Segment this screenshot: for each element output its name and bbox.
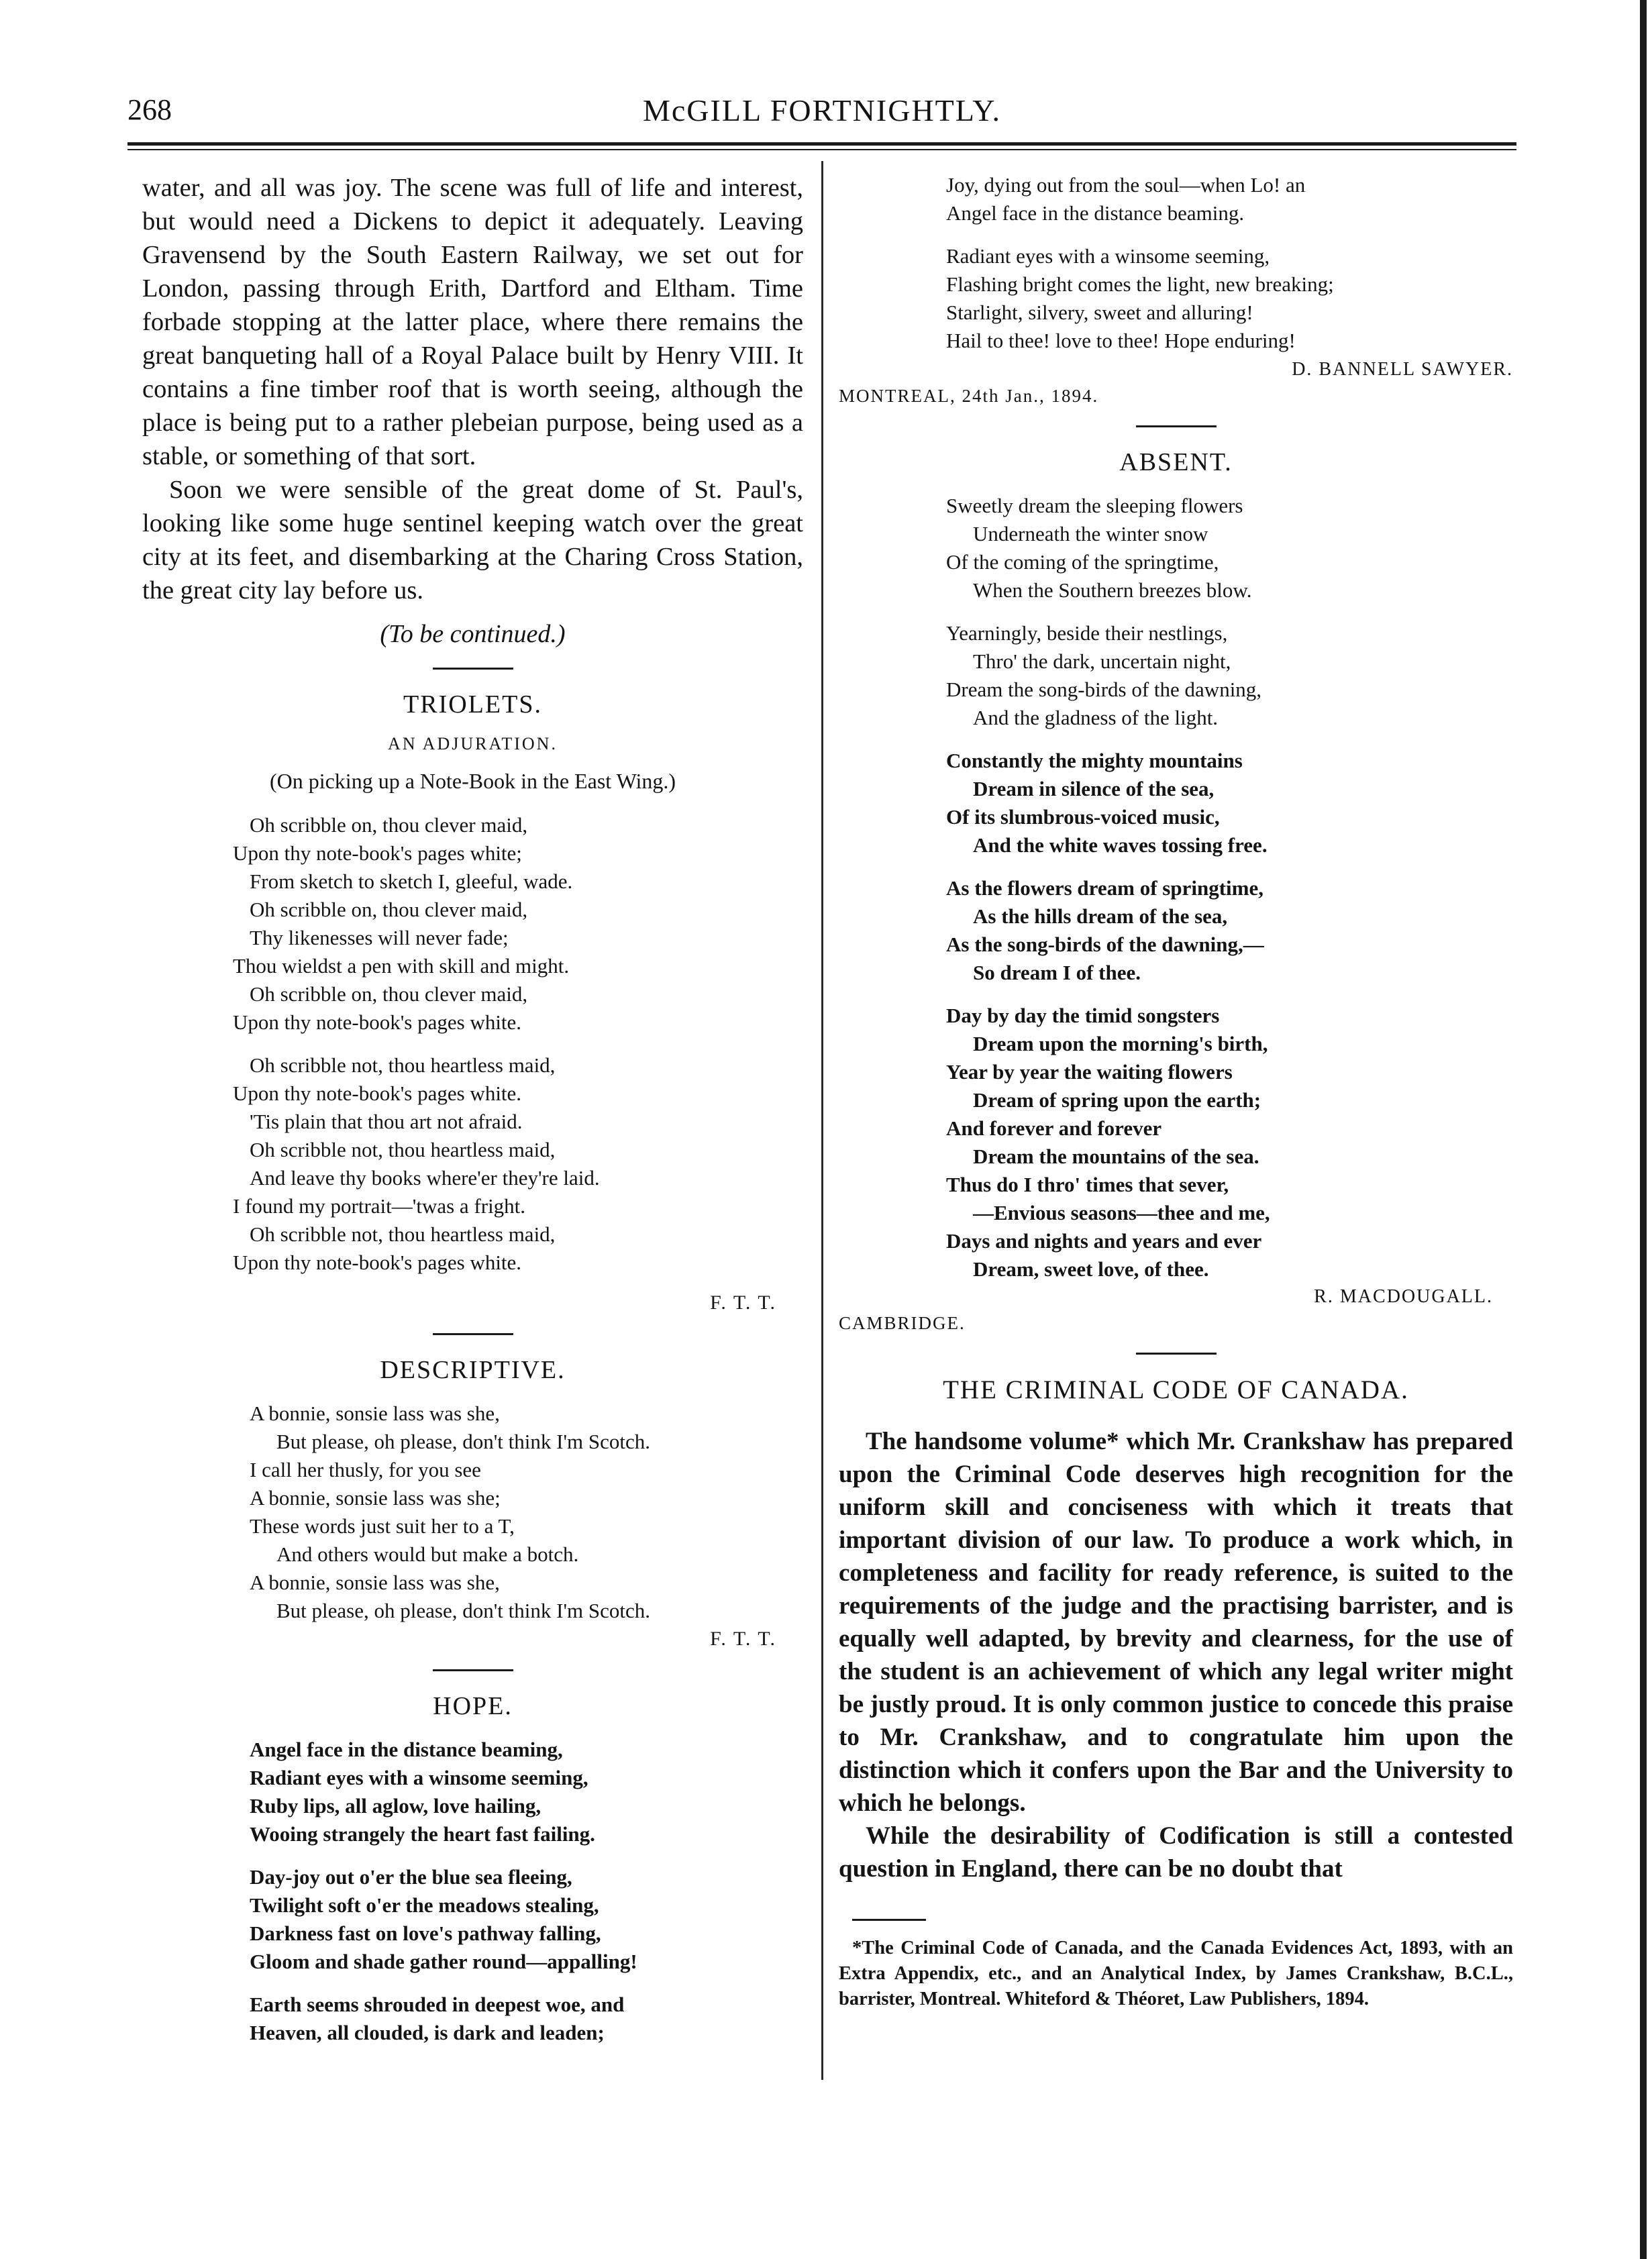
section-rule xyxy=(1136,1353,1217,1355)
poem-line: Upon thy note-book's pages white; xyxy=(233,841,522,865)
absent-signature: R. MACDOUGALL. xyxy=(1314,1286,1493,1307)
poem-line: Radiant eyes with a winsome seeming, xyxy=(946,244,1270,268)
triolets-signature: F. T. T. xyxy=(710,1292,776,1314)
poem-line: And forever and forever xyxy=(946,1116,1162,1140)
poem-line: A bonnie, sonsie lass was she, xyxy=(250,1571,500,1594)
poem-line: Joy, dying out from the soul—when Lo! an xyxy=(946,173,1306,197)
poem-line: Days and nights and years and ever xyxy=(946,1229,1262,1253)
section-rule xyxy=(1136,425,1217,427)
poem-line: Thro' the dark, uncertain night, xyxy=(973,649,1231,673)
hope-place-date: MONTREAL, 24th Jan., 1894. xyxy=(839,386,1099,406)
criminal-code-title: THE CRIMINAL CODE OF CANADA. xyxy=(943,1375,1409,1404)
section-rule xyxy=(433,1333,513,1335)
poem-line: So dream I of thee. xyxy=(973,961,1141,984)
descriptive-title: DESCRIPTIVE. xyxy=(380,1356,566,1384)
poem-line: Day-joy out o'er the blue sea fleeing, xyxy=(250,1865,572,1889)
poem-line: I found my portrait—'twas a fright. xyxy=(233,1194,526,1218)
poem-line: But please, oh please, don't think I'm Scotch. xyxy=(276,1599,651,1622)
poem-line: Sweetly dream the sleeping flowers xyxy=(946,494,1243,517)
poem-line: Starlight, silvery, sweet and alluring! xyxy=(946,301,1253,324)
poem-line: Oh scribble not, thou heartless maid, xyxy=(250,1222,556,1246)
poem-line: Year by year the waiting flowers xyxy=(946,1060,1233,1084)
poem-line: But please, oh please, don't think I'm Scotch. xyxy=(276,1430,651,1453)
criminal-code-article xyxy=(839,1425,1513,1885)
hope-stanza-2 xyxy=(142,1863,803,1976)
poem-line: Yearningly, beside their nestlings, xyxy=(946,621,1228,645)
triolets-stanza-2 xyxy=(142,1051,803,1277)
poem-line: Dream the song-birds of the dawning, xyxy=(946,678,1262,701)
poem-line: And others would but make a botch. xyxy=(276,1542,579,1566)
absent-stanza-3 xyxy=(839,747,1513,859)
poem-line: Of the coming of the springtime, xyxy=(946,550,1219,574)
article-paragraph: While the desirability of Codification is still a contested question in England, there can be no doubt that xyxy=(839,1822,1513,1883)
poem-line: Upon thy note-book's pages white. xyxy=(233,1082,522,1105)
poem-line: Day by day the timid songsters xyxy=(946,1004,1220,1027)
poem-line: Angel face in the distance beaming, xyxy=(250,1738,563,1761)
poem-line: A bonnie, sonsie lass was she; xyxy=(250,1486,501,1510)
descriptive-signature: F. T. T. xyxy=(710,1628,776,1650)
poem-line: Upon thy note-book's pages white. xyxy=(233,1251,522,1274)
header-rule xyxy=(127,142,1516,146)
absent-stanza-2 xyxy=(839,619,1513,732)
section-rule xyxy=(433,1669,513,1671)
poem-line: I call her thusly, for you see xyxy=(250,1458,481,1481)
absent-title: ABSENT. xyxy=(1119,448,1233,476)
poem-line: Of its slumbrous-voiced music, xyxy=(946,805,1220,829)
poem-line: Oh scribble not, thou heartless maid, xyxy=(250,1053,556,1077)
article-paragraph: water, and all was joy. The scene was full of life and interest, but would need a Dickens to depict it adequately. Leaving Gravensend by the South Eastern Railway, we set out for London, passing through Erith, Dartford and Eltham. Time forbade stopping at the latter place, where there remains the great banqueting hall of a Royal Palace built by Henry VIII. It contains a fine timber roof that is worth seeing, although the place is being put to a rather plebeian purpose, being used as a stable, or something of that sort. xyxy=(142,174,803,470)
poem-line: When the Southern breezes blow. xyxy=(973,578,1252,602)
hope-stanza-1 xyxy=(142,1736,803,1848)
poem-line: Radiant eyes with a winsome seeming, xyxy=(250,1766,588,1789)
triolets-stanza-1 xyxy=(142,811,803,1037)
poem-line: Dream the mountains of the sea. xyxy=(973,1145,1259,1168)
poem-line: As the flowers dream of springtime, xyxy=(946,876,1263,900)
travel-article-end xyxy=(142,171,803,607)
poem-line: Upon thy note-book's pages white. xyxy=(233,1010,522,1034)
page-number: 268 xyxy=(127,93,172,126)
poem-line: 'Tis plain that thou art not afraid. xyxy=(250,1110,523,1133)
absent-stanza-4 xyxy=(839,874,1513,987)
poem-line: These words just suit her to a T, xyxy=(250,1514,515,1538)
poem-line: Angel face in the distance beaming. xyxy=(946,201,1245,225)
poem-line: Dream upon the morning's birth, xyxy=(973,1032,1268,1055)
poem-line: Oh scribble not, thou heartless maid, xyxy=(250,1138,556,1161)
poem-line: Thy likenesses will never fade; xyxy=(250,926,509,949)
poem-line: Ruby lips, all aglow, love hailing, xyxy=(250,1794,541,1818)
poem-line: Oh scribble on, thou clever maid, xyxy=(250,813,528,837)
hope-continued-stanza-1 xyxy=(839,171,1513,227)
triolets-subtitle: AN ADJURATION. xyxy=(388,734,558,753)
article-paragraph: Soon we were sensible of the great dome of St. Paul's, looking like some huge sentinel keeping watch over the great city at its feet, and disembarking at the Charing Cross Station, the great city lay before us. xyxy=(142,476,803,605)
right-column xyxy=(839,171,1513,2012)
poem-line: Twilight soft o'er the meadows stealing, xyxy=(250,1893,599,1917)
article-paragraph: The handsome volume* which Mr. Crankshaw has prepared upon the Criminal Code deserves high recognition for the uniform skill and conciseness with which it treats that important division of our law. To produce a work which, in completeness and facility for ready reference, is suited to the requirements of the judge and the practising barrister, and is equally well adapted, by brevity and clearness, for the use of the student is an achievement of which any legal writer might be justly proud. It is only common justice to concede this praise to Mr. Crankshaw, and to congratulate him upon the distinction which it confers upon the Bar and the University to which he belongs. xyxy=(839,1428,1513,1817)
hope-signature: D. BANNELL SAWYER. xyxy=(1292,359,1513,380)
poem-line: From sketch to sketch I, gleeful, wade. xyxy=(250,870,573,893)
triolets-title: TRIOLETS. xyxy=(403,690,542,719)
descriptive-poem xyxy=(142,1400,803,1625)
to-be-continued: (To be continued.) xyxy=(380,620,566,648)
header-rule-thin xyxy=(127,149,1516,150)
running-title: McGILL FORTNIGHTLY. xyxy=(642,93,1002,127)
hope-title: HOPE. xyxy=(433,1692,513,1720)
left-column xyxy=(142,171,803,2062)
poem-line: Oh scribble on, thou clever maid, xyxy=(250,898,528,921)
poem-line: Heaven, all clouded, is dark and leaden; xyxy=(250,2021,605,2044)
poem-line: Earth seems shrouded in deepest woe, and xyxy=(250,1993,625,2016)
poem-line: Wooing strangely the heart fast failing. xyxy=(250,1822,595,1846)
criminal-code-footnote: *The Criminal Code of Canada, and the Canada Evidences Act, 1893, with an Extra Appendix, etc., and an Analytical Index, by James Crankshaw, B.C.L., barrister, Montreal. Whiteford & Théoret, Law Publishers, 1894. xyxy=(839,1938,1513,2009)
poem-line: Thou wieldst a pen with skill and might. xyxy=(233,954,570,978)
section-rule xyxy=(433,668,513,670)
poem-line: As the hills dream of the sea, xyxy=(973,904,1228,928)
page-header xyxy=(127,93,1516,140)
footnote-rule xyxy=(852,1919,926,1921)
poem-line: And the gladness of the light. xyxy=(973,706,1219,729)
poem-line: Dream in silence of the sea, xyxy=(973,777,1215,800)
absent-stanza-5 xyxy=(839,1002,1513,1283)
poem-line: Thus do I thro' times that sever, xyxy=(946,1173,1229,1196)
poem-line: And leave thy books where'er they're laid. xyxy=(250,1166,600,1190)
absent-place: CAMBRIDGE. xyxy=(839,1313,966,1333)
triolets-note: (On picking up a Note-Book in the East Wing.) xyxy=(269,769,676,793)
poem-line: Oh scribble on, thou clever maid, xyxy=(250,982,528,1006)
poem-line: —Envious seasons—thee and me, xyxy=(973,1201,1270,1224)
hope-stanza-3 xyxy=(142,1991,803,2047)
poem-line: Darkness fast on love's pathway falling, xyxy=(250,1922,601,1945)
absent-stanza-1 xyxy=(839,492,1513,605)
poem-line: A bonnie, sonsie lass was she, xyxy=(250,1402,500,1425)
hope-continued-stanza-2 xyxy=(839,242,1513,355)
poem-line: Hail to thee! love to thee! Hope enduring! xyxy=(946,329,1296,352)
poem-line: Constantly the mighty mountains xyxy=(946,749,1243,772)
page-edge-rule xyxy=(1640,0,1647,2259)
poem-line: Underneath the winter snow xyxy=(973,522,1208,545)
poem-line: Flashing bright comes the light, new breaking; xyxy=(946,272,1334,296)
poem-line: Dream of spring upon the earth; xyxy=(973,1088,1261,1112)
poem-line: As the song-birds of the dawning,— xyxy=(946,933,1264,956)
poem-line: And the white waves tossing free. xyxy=(973,833,1268,857)
column-divider xyxy=(821,161,823,2080)
poem-line: Dream, sweet love, of thee. xyxy=(973,1257,1209,1281)
poem-line: Gloom and shade gather round—appalling! xyxy=(250,1950,637,1973)
